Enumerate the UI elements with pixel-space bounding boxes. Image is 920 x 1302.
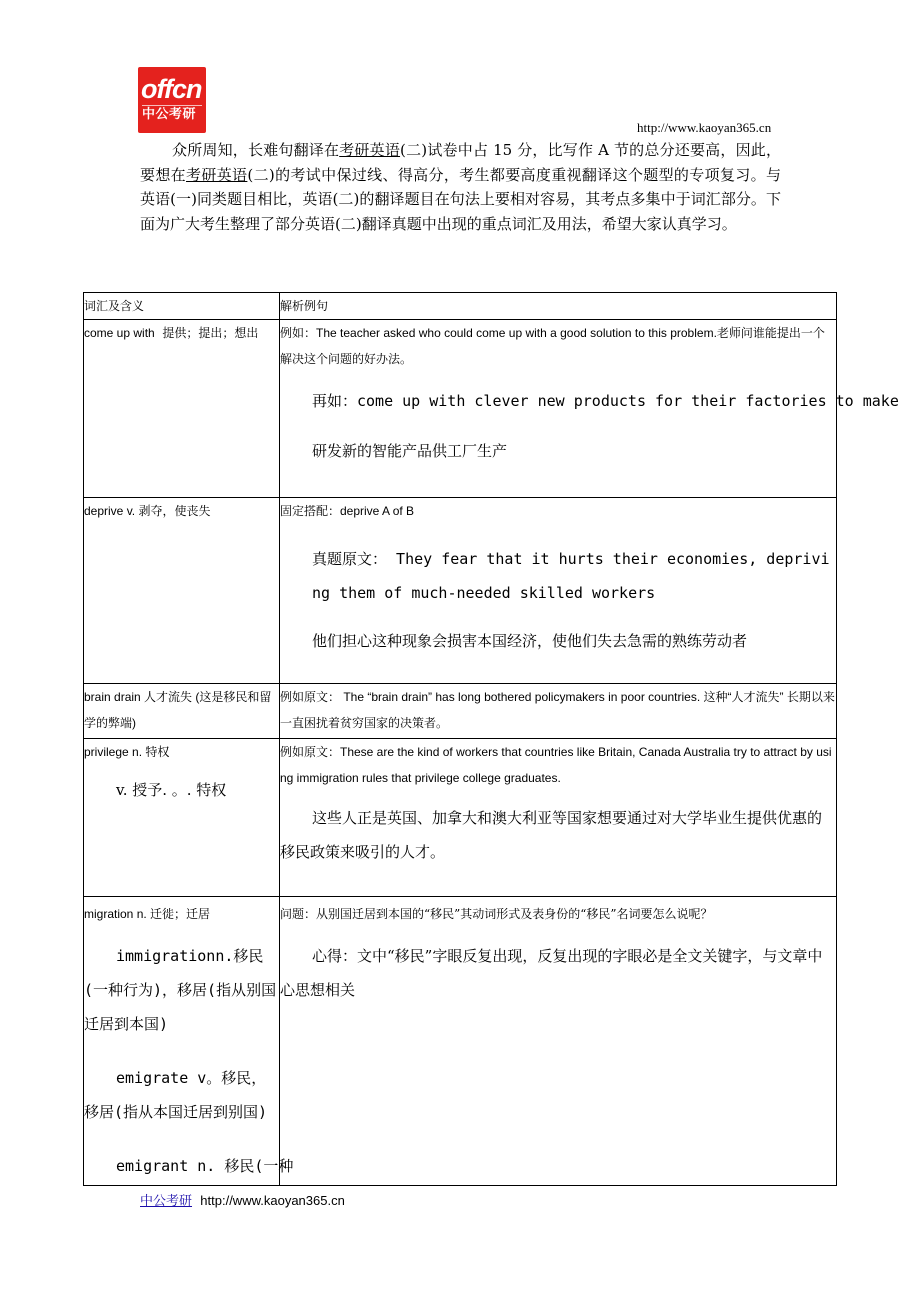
term-cell [84,897,294,1186]
example-cell [280,897,837,1186]
question: 问题：从别国迁居到本国的“移民”其动词形式及表身份的“移民”名词要怎么说呢？ [280,907,713,921]
table-header-row [84,293,837,320]
logo-divider [142,105,202,106]
example-2-translation: 研发新的智能产品供工厂生产 [312,442,508,460]
footer-url: http://www.kaoyan365.cn [200,1193,345,1208]
example-cell [280,498,837,684]
insight: 心得：文中“移民”字眼反复出现，反复出现的字眼必是全文关键字，与文章中心思想相关 [280,947,823,999]
term-noun: privilege n. 特权 [84,745,170,759]
table-row [84,684,837,739]
vocabulary-table [83,292,899,1186]
example-cell [280,320,899,498]
logo-text: offcn [141,74,202,104]
term-cell [84,498,280,684]
table-row [84,739,837,897]
table-row [84,498,837,684]
example-cell [280,739,837,897]
term-emigrate: emigrate v。移民，移居(指从本国迁居到别国) [84,1069,268,1121]
header-example: 解析例句 [280,293,837,320]
term-cell [84,739,280,897]
quote-english: They fear that it hurts their economies, depriving them of much-needed skilled workers [312,550,830,602]
logo-subtext: 中公考研 [142,107,197,122]
intro-text-2: (二)试卷中占 15 分，比写作 A 节的总分还要高，因此，要想在 [140,141,781,184]
intro-link-1[interactable]: 考研英语 [339,141,401,159]
intro-link-2[interactable]: 考研英语 [186,165,248,184]
offcn-logo [138,67,206,133]
header-vocab: 词汇及含义 [84,293,280,320]
example-english: 例如：The teacher asked who could come up with a good solution to this problem. [280,326,717,340]
footer-link[interactable]: 中公考研 [140,1194,193,1209]
footer [140,1190,345,1209]
example-2: 再如：come up with clever new products for their factories to make [312,392,899,410]
collocation: 固定搭配：deprive A of B [280,504,415,518]
term-text: deprive v. 剥夺，使丧失 [84,504,211,518]
table-row [84,320,837,498]
intro-text-1: 众所周知，长难句翻译在 [172,141,340,159]
term-migration: migration n. 迁徙；迁居 [84,907,211,921]
example-english: 例如原文：These are the kind of workers that countries like Britain, Canada Australia try to attract by using immigration rules that privilege college graduates. [280,745,832,785]
term-english: come up with [84,326,155,340]
quote-label: 真题原文： [312,550,388,568]
term-immigration: immigrationn.移民(一种行为)，移居(指从别国迁居到本国) [84,947,277,1033]
example-translation: 这些人正是英国、加拿大和澳大利亚等国家想要通过对大学毕业生提供优惠的移民政策来吸引的人才。 [280,809,823,861]
example-cell: 例如原文： The “brain drain” has long bothered policymakers in poor countries. 这种“人才流失” 长期以来一直困扰着贫穷国家的决策者。 [280,684,837,739]
term-cell: brain drain 人才流失 (这是移民和留学的弊端) [84,684,280,739]
term-emigrant: emigrant n. 移民(一种 [116,1157,294,1175]
header-url: http://www.kaoyan365.cn [637,120,772,135]
table-row [84,897,837,1186]
intro-text-3: (二)的考试中保过线、得高分，考生都要高度重视翻译这个题型的专项复习。与英语(一)同类题目相比，英语(二)的翻译题目在句法上要相对容易，其考点多集中于词汇部分。下面为广大考生整理了部分英语(二)翻译真题中出现的重点词汇及用法，希望大家认真学习。 [140,165,781,233]
term-chinese: 提供；提出；想出 [162,326,259,340]
term-cell [84,320,280,498]
quote-translation: 他们担心这种现象会损害本国经济，使他们失去急需的熟练劳动者 [312,632,748,650]
example-chinese: 老师问谁能提出一个解决这个问题的好办法。 [280,326,825,366]
term-verb: v. 授予. 。. 特权 [116,781,227,799]
intro-paragraph [140,138,781,236]
